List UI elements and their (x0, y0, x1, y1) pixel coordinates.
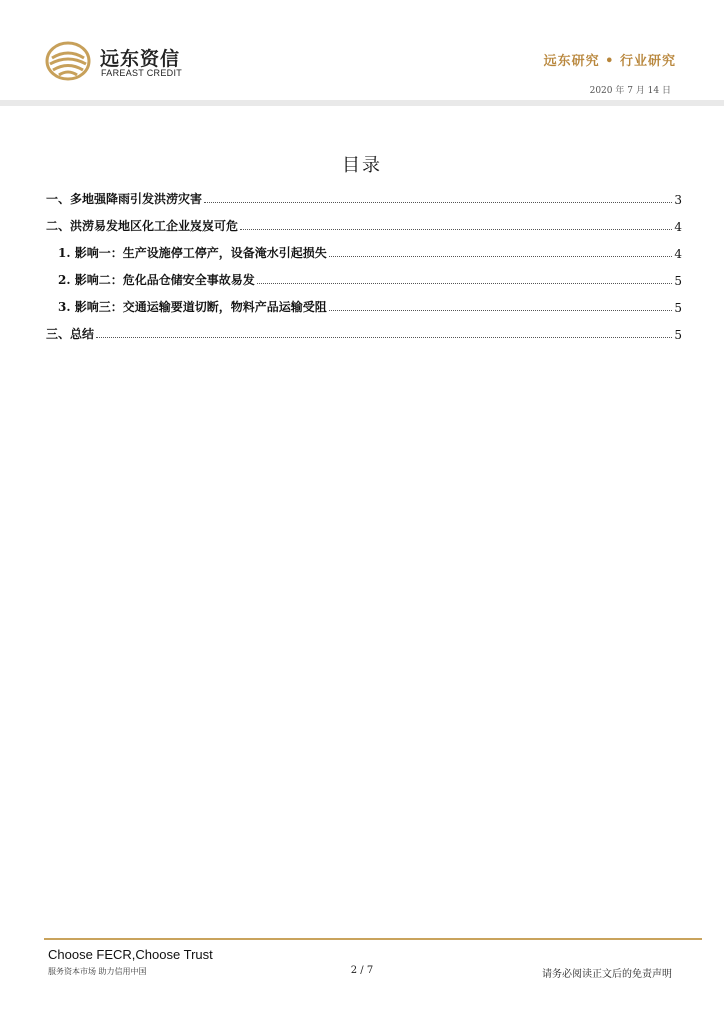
toc-subentry[interactable] (46, 261, 682, 288)
toc-entry-text: 二、洪涝易发地区化工企业岌岌可危 (46, 219, 239, 233)
toc-entry-text: 2. 影响二：危化品仓储安全事故易发 (58, 273, 255, 287)
toc-entry-text: 一、多地强降雨引发洪涝灾害 (46, 192, 203, 206)
page-header (0, 0, 724, 108)
toc-entry-text: 1. 影响一：生产设施停工停产，设备淹水引起损失 (58, 246, 327, 260)
toc-leader-dots (329, 255, 672, 257)
toc-leader-dots (240, 228, 672, 230)
toc-leader-dots (329, 309, 672, 311)
brand-name-cn: 远东资信 (100, 48, 181, 70)
fareast-logo-icon (44, 40, 92, 82)
footer-disclaimer: 请务必阅读正文后的免责声明 (542, 969, 672, 980)
toc-entry-text: 3. 影响三：交通运输要道切断，物料产品运输受阻 (58, 300, 327, 314)
toc-leader-dots (257, 282, 672, 284)
toc-entry-page: 5 (674, 301, 682, 315)
toc-entry-text: 三、总结 (46, 327, 95, 341)
footer-divider (44, 938, 702, 940)
toc-entry-page: 5 (674, 328, 682, 342)
toc-title: 目录 (342, 155, 382, 176)
report-date: 2020 年 7 月 14 日 (589, 86, 671, 96)
page-indicator: 2 / 7 (350, 965, 374, 976)
toc-entry[interactable] (46, 315, 682, 342)
toc-entry-page: 4 (674, 220, 682, 234)
toc-leader-dots (204, 201, 672, 203)
table-of-contents (46, 180, 682, 342)
header-divider (0, 100, 724, 106)
toc-entry-page: 3 (674, 193, 682, 207)
toc-entry-page: 4 (674, 247, 682, 261)
toc-leader-dots (96, 336, 672, 338)
footer-slogan: Choose FECR,Choose Trust (48, 947, 213, 962)
toc-entry[interactable] (46, 180, 682, 207)
toc-entry[interactable] (46, 207, 682, 234)
footer-tagline: 服务资本市场 助力信用中国 (48, 967, 147, 976)
report-category: 远东研究 • 行业研究 (543, 54, 676, 69)
toc-subentry[interactable] (46, 288, 682, 315)
brand-name-en: FAREAST CREDIT (101, 68, 183, 78)
toc-entry-page: 5 (674, 274, 682, 288)
toc-subentry[interactable] (46, 234, 682, 261)
